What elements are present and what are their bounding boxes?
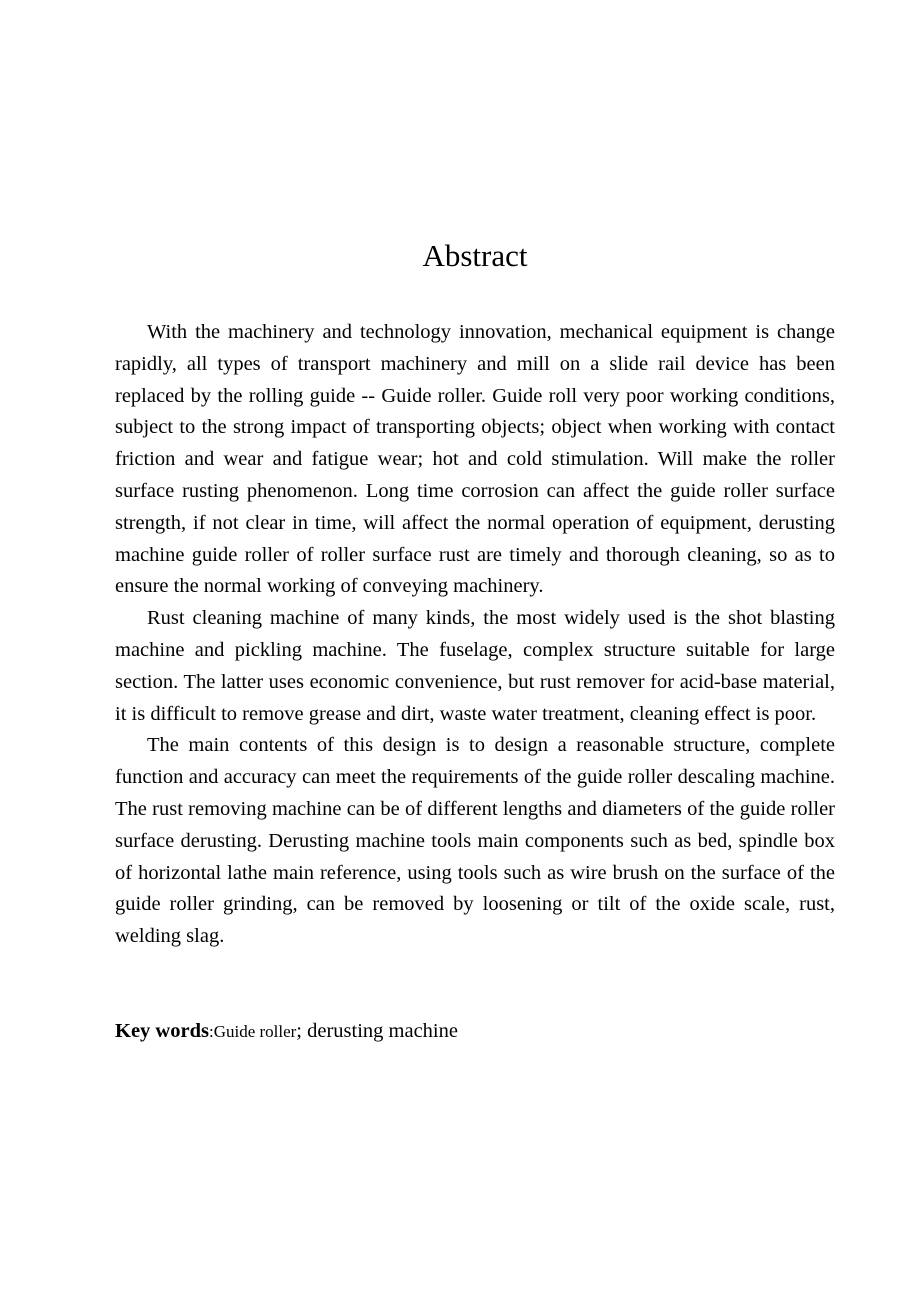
abstract-paragraph-2: Rust cleaning machine of many kinds, the most widely used is the shot blasting machine and pickling machine. The fuselage, complex structure suitable for large section. The latter uses economic convenience, but rust remover for acid-base material, it is difficult to remove grease and dirt, waste water treatment, cleaning effect is poor. <box>115 607 835 725</box>
keyword-guide-roller: Guide roller <box>213 1022 297 1041</box>
keyword-derusting-machine: ; derusting machine <box>296 1020 458 1042</box>
keywords-label: Key words <box>115 1020 209 1042</box>
keywords-separator: : <box>208 1022 214 1041</box>
abstract-paragraph-1: With the machinery and technology innovation, mechanical equipment is change rapidly, all types of transport machinery and mill on a slide rail device has been replaced by the rolling guide -- Guide roller. Guide roll very poor working conditions, subject to the strong impact of transporting objects; object when working with contact friction and wear and fatigue wear; hot and cold stimulation. Will make the roller surface rusting phenomenon. Long time corrosion can affect the guide roller surface strength, if not clear in time, will affect the normal operation of equipment, derusting machine guide roller of roller surface rust are timely and thorough cleaning, so as to ensure the normal working of conveying machinery. <box>115 321 835 598</box>
abstract-title: Abstract <box>422 238 528 273</box>
abstract-body <box>115 317 835 953</box>
keywords-line <box>115 1016 835 1048</box>
abstract-paragraph-3: The main contents of this design is to design a reasonable structure, complete function and accuracy can meet the requirements of the guide roller descaling machine. The rust removing machine can be of different lengths and diameters of the guide roller surface derusting. Derusting machine tools main components such as bed, spindle box of horizontal lathe main reference, using tools such as wire brush on the surface of the guide roller grinding, can be removed by loosening or tilt of the oxide scale, rust, welding slag. <box>115 734 835 948</box>
